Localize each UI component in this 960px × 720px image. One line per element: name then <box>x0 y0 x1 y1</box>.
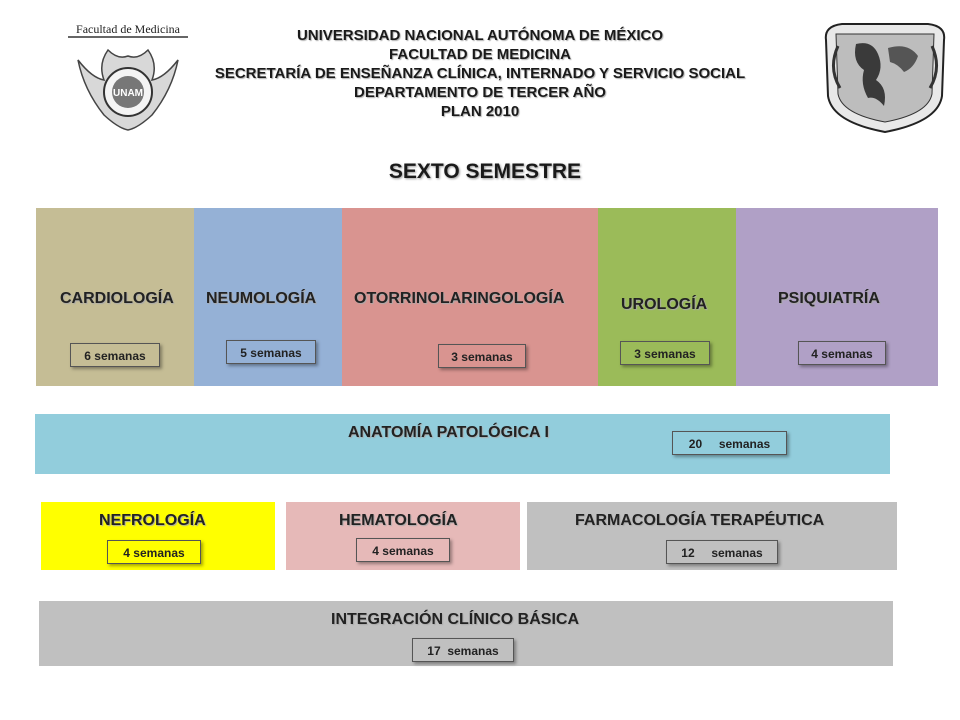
duration-badge: 20 semanas <box>672 431 787 455</box>
rotation-name: PSIQUIATRÍA <box>778 290 880 307</box>
rotation-nephrology <box>41 502 275 570</box>
plan-name: PLAN 2010 <box>440 103 520 120</box>
course-name: INTEGRACIÓN CLÍNICO BÁSICA <box>331 611 579 628</box>
rotation-name: HEMATOLOGÍA <box>339 512 458 529</box>
institution-header <box>200 26 760 121</box>
duration-badge: 3 semanas <box>620 341 710 365</box>
rotation-otorhinolaryngology <box>342 208 598 386</box>
duration-badge: 4 semanas <box>356 538 450 562</box>
faculty-logo-emblem-text: UNAM <box>113 88 143 99</box>
course-name: ANATOMÍA PATOLÓGICA I <box>348 424 549 441</box>
duration-badge: 4 semanas <box>798 341 886 365</box>
course-pathology <box>35 414 890 474</box>
rotation-urology <box>598 208 736 386</box>
faculty-logo-caption: Facultad de Medicina <box>76 22 180 36</box>
rotation-name: NEUMOLOGÍA <box>206 290 317 307</box>
rotation-name: OTORRINOLARINGOLOGÍA <box>354 290 565 307</box>
rotation-name: UROLOGÍA <box>621 296 708 313</box>
duration-badge: 4 semanas <box>107 540 201 564</box>
faculty-logo <box>64 20 192 138</box>
course-name: FARMACOLOGÍA TERAPÉUTICA <box>575 512 825 529</box>
rotation-psychiatry <box>736 208 938 386</box>
university-name: UNIVERSIDAD NACIONAL AUTÓNOMA DE MÉXICO <box>296 27 664 44</box>
secretariat-name: SECRETARÍA DE ENSEÑANZA CLÍNICA, INTERNADO Y SERVICIO SOCIAL <box>214 65 746 82</box>
unam-shield-logo <box>818 18 952 136</box>
department-name: DEPARTAMENTO DE TERCER AÑO <box>354 84 606 101</box>
semester-title: SEXTO SEMESTRE <box>388 160 582 183</box>
rotation-pneumology <box>194 208 342 386</box>
course-pharmacology <box>527 502 897 570</box>
rotation-hematology <box>286 502 520 570</box>
duration-badge: 3 semanas <box>438 344 526 368</box>
duration-badge: 17 semanas <box>412 638 514 662</box>
course-clinical-integration <box>39 601 893 666</box>
duration-badge: 6 semanas <box>70 343 160 367</box>
rotation-cardiology <box>36 208 194 386</box>
faculty-name: FACULTAD DE MEDICINA <box>389 46 571 63</box>
rotation-name: NEFROLOGÍA <box>99 512 206 529</box>
duration-badge: 12 semanas <box>666 540 778 564</box>
duration-badge: 5 semanas <box>226 340 316 364</box>
rotation-name: CARDIOLOGÍA <box>60 290 174 307</box>
